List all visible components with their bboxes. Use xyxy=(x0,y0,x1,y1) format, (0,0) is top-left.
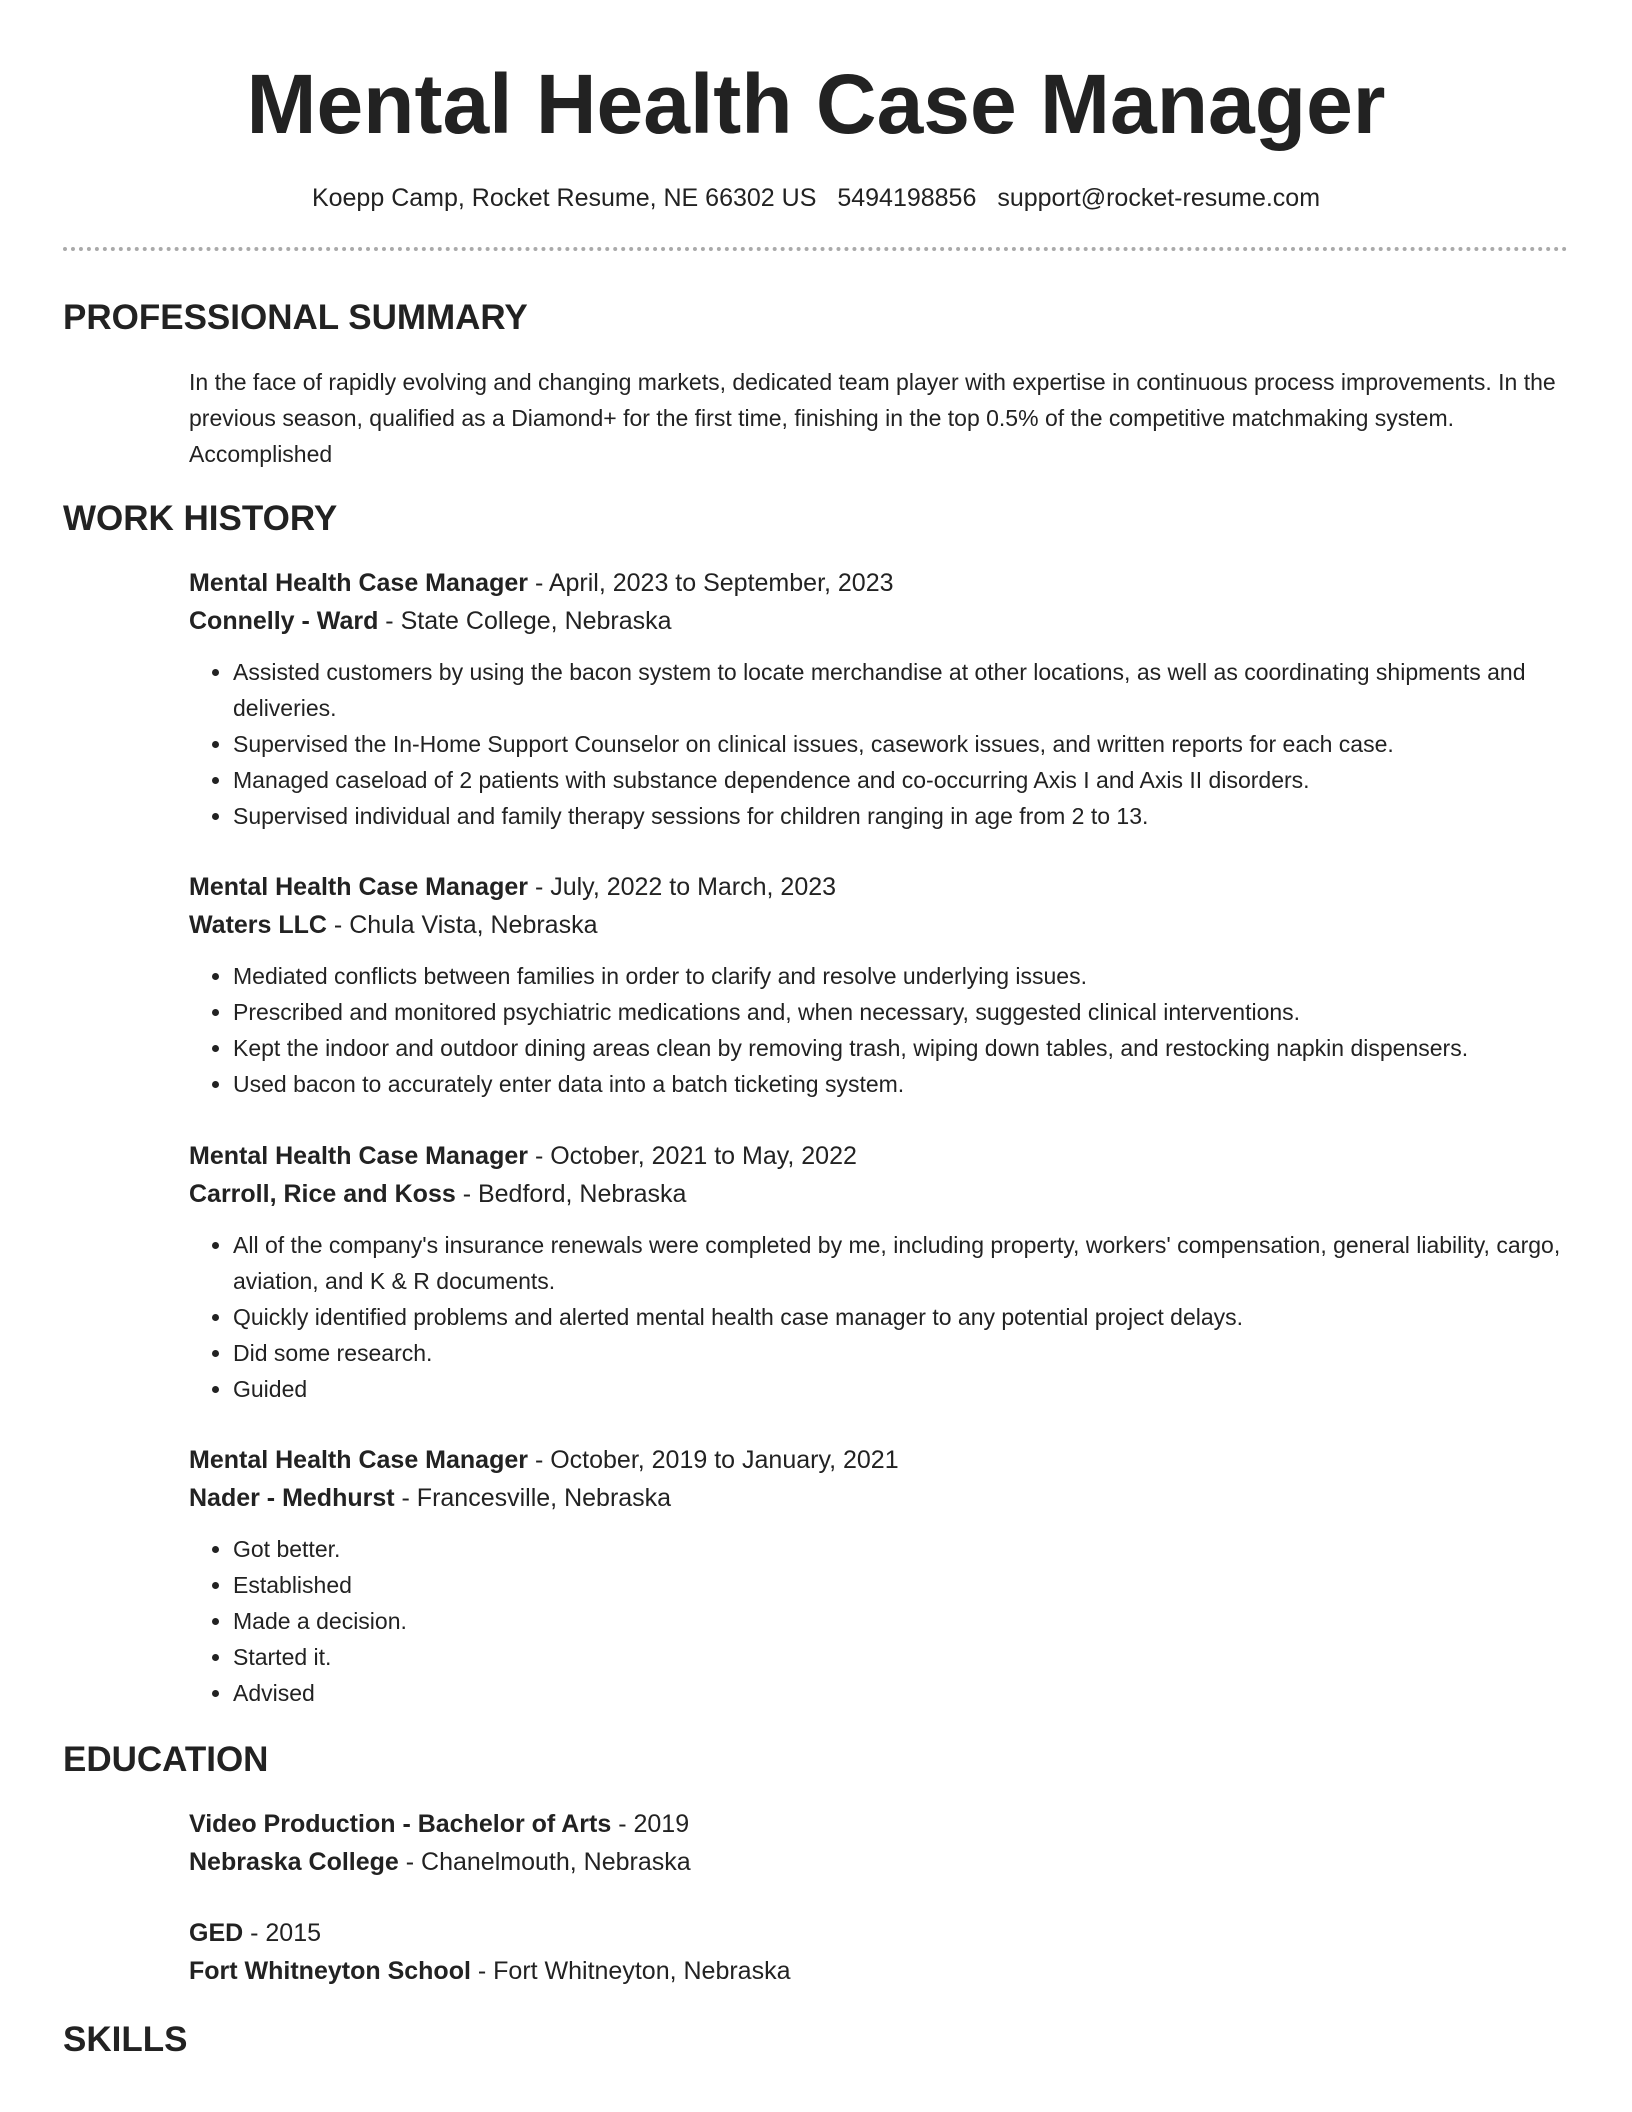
contact-email: support@rocket-resume.com xyxy=(997,184,1321,212)
job-dates: - October, 2019 to January, 2021 xyxy=(528,1446,899,1474)
job-dates: - July, 2022 to March, 2023 xyxy=(528,873,837,901)
work-history-heading: WORK HISTORY xyxy=(63,499,338,538)
header-divider xyxy=(63,247,1568,251)
job-duty: • Kept the indoor and outdoor dining areas clean by removing trash, wiping down tables, and restocking napkin dispensers. xyxy=(233,1030,1579,1066)
education-location: - Fort Whitneyton, Nebraska xyxy=(470,1957,791,1985)
education-degree-line xyxy=(189,1805,1579,1843)
job-location: - Chula Vista, Nebraska xyxy=(326,911,598,939)
job-entry xyxy=(189,1137,1579,1407)
job-dates: - April, 2023 to September, 2023 xyxy=(528,569,894,597)
summary-text: In the face of rapidly evolving and changing markets, dedicated team player with expertise in continuous process improvements. In the previous season, qualified as a Diamond+ for the first time, finishing in the top 0.5% of the competitive matchmaking system. Accomplished xyxy=(189,369,1556,467)
job-duty: • Guided xyxy=(233,1371,1579,1407)
job-title: Mental Health Case Manager xyxy=(189,569,528,597)
education-degree-line xyxy=(189,1914,1579,1952)
contact-phone: 5494198856 xyxy=(837,184,977,212)
job-duty: • Managed caseload of 2 patients with substance dependence and co-occurring Axis I and Axis II disorders. xyxy=(233,762,1579,798)
job-duty: • Did some research. xyxy=(233,1335,1579,1371)
job-duty: • Quickly identified problems and alerted mental health case manager to any potential project delays. xyxy=(233,1299,1579,1335)
education-location: - Chanelmouth, Nebraska xyxy=(398,1848,691,1876)
job-location: - Francesville, Nebraska xyxy=(394,1484,672,1512)
job-location: - State College, Nebraska xyxy=(378,607,672,635)
job-company: Carroll, Rice and Koss xyxy=(189,1180,456,1208)
skills-heading: SKILLS xyxy=(63,2020,188,2059)
job-duty: • All of the company's insurance renewals were completed by me, including property, workers' compensation, general liability, cargo, aviation, and K & R documents. xyxy=(233,1227,1579,1299)
resume-name: Mental Health Case Manager xyxy=(246,57,1386,151)
education-entry xyxy=(189,1914,1579,1990)
job-company-line xyxy=(189,1175,1579,1213)
job-duty: • Mediated conflicts between families in order to clarify and resolve underlying issues. xyxy=(233,958,1579,994)
job-location: - Bedford, Nebraska xyxy=(455,1180,687,1208)
job-title: Mental Health Case Manager xyxy=(189,873,528,901)
job-dates: - October, 2021 to May, 2022 xyxy=(528,1142,857,1170)
job-title-line xyxy=(189,1441,1579,1479)
job-duty: • Supervised the In-Home Support Counselor on clinical issues, casework issues, and written reports for each case. xyxy=(233,726,1579,762)
job-duties xyxy=(189,654,1579,834)
job-duties xyxy=(189,958,1579,1102)
job-company-line xyxy=(189,1479,1579,1517)
job-title: Mental Health Case Manager xyxy=(189,1142,528,1170)
job-company-line xyxy=(189,906,1579,944)
job-duty: • Assisted customers by using the bacon system to locate merchandise at other locations, as well as coordinating shipments and deliveries. xyxy=(233,654,1579,726)
job-duties xyxy=(189,1531,1579,1711)
job-duty: • Established xyxy=(233,1567,1579,1603)
job-duty: • Prescribed and monitored psychiatric medications and, when necessary, suggested clinical interventions. xyxy=(233,994,1579,1030)
education-year: - 2015 xyxy=(243,1919,322,1947)
job-company: Waters LLC xyxy=(189,911,327,939)
job-duty: • Started it. xyxy=(233,1639,1579,1675)
education-degree: Video Production - Bachelor of Arts xyxy=(189,1810,612,1838)
education-year: - 2019 xyxy=(611,1810,690,1838)
job-duties xyxy=(189,1227,1579,1407)
education-school: Nebraska College xyxy=(189,1848,399,1876)
job-entry xyxy=(189,1441,1579,1711)
education-school-line xyxy=(189,1843,1579,1881)
job-company: Nader - Medhurst xyxy=(189,1484,395,1512)
contact-address: Koepp Camp, Rocket Resume, NE 66302 US xyxy=(311,184,817,212)
job-entry xyxy=(189,868,1579,1102)
job-title-line xyxy=(189,868,1579,906)
job-company: Connelly - Ward xyxy=(189,607,379,635)
education-school: Fort Whitneyton School xyxy=(189,1957,471,1985)
job-duty: • Made a decision. xyxy=(233,1603,1579,1639)
job-company-line xyxy=(189,602,1579,640)
education-degree: GED xyxy=(189,1919,244,1947)
job-duty: • Used bacon to accurately enter data into a batch ticketing system. xyxy=(233,1066,1579,1102)
education-heading: EDUCATION xyxy=(63,1740,269,1779)
job-title: Mental Health Case Manager xyxy=(189,1446,528,1474)
job-duty: • Supervised individual and family therapy sessions for children ranging in age from 2 to 13. xyxy=(233,798,1579,834)
contact-line xyxy=(0,178,1632,218)
summary-heading: PROFESSIONAL SUMMARY xyxy=(63,298,528,337)
education-entry xyxy=(189,1805,1579,1881)
education-school-line xyxy=(189,1952,1579,1990)
job-title-line xyxy=(189,564,1579,602)
job-duty: • Got better. xyxy=(233,1531,1579,1567)
job-entry xyxy=(189,564,1579,834)
job-duty: • Advised xyxy=(233,1675,1579,1711)
job-title-line xyxy=(189,1137,1579,1175)
